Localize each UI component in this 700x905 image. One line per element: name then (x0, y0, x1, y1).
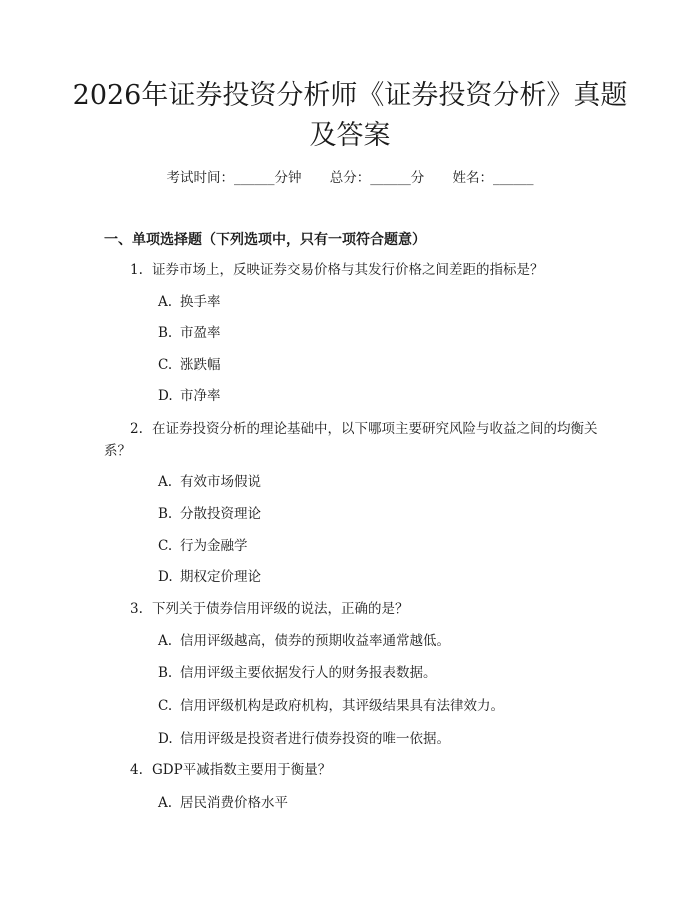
option-1d (158, 386, 221, 406)
option-3c (158, 696, 504, 716)
option-letter: C. (158, 698, 173, 714)
option-letter: A. (158, 795, 173, 811)
question-number: 2. (130, 421, 143, 437)
option-letter: B. (158, 665, 173, 681)
option-letter: A. (158, 294, 173, 310)
option-letter: A. (158, 474, 173, 490)
question-number: 1. (130, 262, 143, 278)
question-3 (104, 598, 600, 620)
option-1c (158, 355, 221, 375)
option-letter: A. (158, 633, 173, 649)
exam-time-field: 考试时间：______分钟 (166, 170, 302, 186)
option-3d (158, 729, 450, 749)
option-text: 行为金融学 (180, 538, 248, 554)
option-text: 市盈率 (180, 325, 221, 341)
option-text: 市净率 (180, 388, 221, 404)
question-number: 3. (130, 601, 143, 617)
option-letter: D. (158, 388, 173, 404)
option-2b (158, 504, 261, 524)
question-number: 4. (130, 762, 143, 778)
option-text: 信用评级主要依据发行人的财务报表数据。 (180, 665, 437, 681)
question-4 (104, 759, 600, 781)
option-2c (158, 536, 248, 556)
name-field: 姓名：______ (452, 170, 534, 186)
option-3a (158, 631, 450, 651)
option-3b (158, 663, 437, 683)
option-letter: B. (158, 325, 173, 341)
option-4a (158, 793, 288, 813)
question-text: GDP平减指数主要用于衡量？ (152, 762, 332, 778)
option-text: 分散投资理论 (180, 506, 261, 522)
option-letter: B. (158, 506, 173, 522)
question-text: 证券市场上，反映证券交易价格与其发行价格之间差距的指标是？ (152, 262, 544, 278)
option-text: 信用评级机构是政府机构，其评级结果具有法律效力。 (180, 698, 504, 714)
exam-meta (0, 168, 700, 188)
option-letter: C. (158, 357, 173, 373)
option-letter: C. (158, 538, 173, 554)
option-2d (158, 567, 261, 587)
question-1 (104, 259, 600, 281)
question-2 (104, 418, 600, 462)
option-letter: D. (158, 569, 173, 585)
option-text: 换手率 (180, 294, 221, 310)
total-score-field: 总分：______分 (329, 170, 425, 186)
question-text: 在证券投资分析的理论基础中，以下哪项主要研究风险与收益之间的均衡关系？ (104, 421, 598, 459)
document-title: 2026年证券投资分析师《证券投资分析》真题及答案 (72, 80, 628, 151)
option-1b (158, 323, 221, 343)
option-1a (158, 292, 221, 312)
option-2a (158, 472, 261, 492)
option-text: 信用评级越高，债券的预期收益率通常越低。 (180, 633, 450, 649)
option-text: 涨跌幅 (180, 357, 221, 373)
option-letter: D. (158, 731, 173, 747)
option-text: 信用评级是投资者进行债券投资的唯一依据。 (180, 731, 450, 747)
question-text: 下列关于债券信用评级的说法，正确的是？ (152, 601, 409, 617)
option-text: 期权定价理论 (180, 569, 261, 585)
section-heading: 一、单项选择题（下列选项中，只有一项符合题意） (104, 232, 426, 248)
option-text: 有效市场假说 (180, 474, 261, 490)
option-text: 居民消费价格水平 (180, 795, 288, 811)
